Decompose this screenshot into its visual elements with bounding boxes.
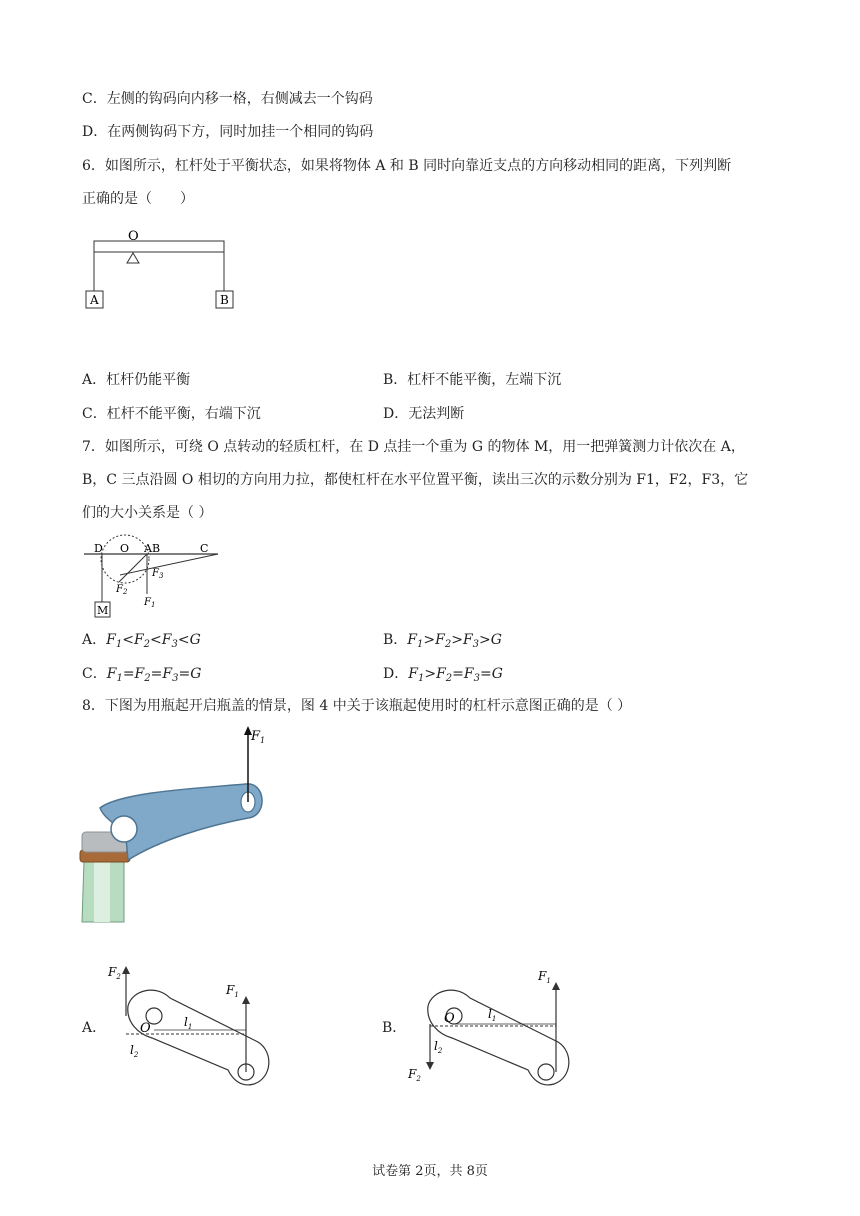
- svg-text:l2: $l_2$: [434, 1039, 443, 1055]
- q7-label-f2: $F_2$: [116, 584, 128, 596]
- svg-text:F1: $F_1$: [226, 983, 239, 999]
- svg-text:F2: $F_2$: [108, 965, 121, 981]
- q7-option-c[interactable]: C．$F_1=F_2=F_3=G$: [82, 666, 202, 684]
- page-footer: 试卷第 2页，共 8页: [372, 1164, 488, 1179]
- q7-stem-line1: 7．如图所示，可绕 O 点转动的轻质杠杆，在 D 点挂一个重为 G 的物体 M，用一把弹簧测力计依次在 A，: [82, 439, 745, 455]
- q6-option-c[interactable]: C．杠杆不能平衡，右端下沉: [82, 406, 261, 422]
- q7-label-m: M: [97, 604, 109, 617]
- q7-option-d[interactable]: D．$F_1>F_2=F_3=G$: [383, 666, 503, 684]
- q6-lever-figure: [80, 222, 240, 314]
- q5-option-c[interactable]: C．左侧的钩码向内移一格，右侧减去一个钩码: [82, 91, 373, 107]
- q6-option-d[interactable]: D．无法判断: [383, 406, 465, 422]
- q6-option-b[interactable]: B．杠杆不能平衡，左端下沉: [383, 372, 562, 388]
- svg-text:O: O: [140, 1021, 151, 1036]
- q7-label-ab: AB: [144, 542, 161, 555]
- svg-text:O: O: [444, 1011, 455, 1026]
- q8-stem: 8．下图为用瓶起开启瓶盖的情景，图 4 中关于该瓶起使用时的杠杆示意图正确的是（ ）: [82, 698, 632, 714]
- q8-option-a[interactable]: A．: [82, 1020, 107, 1036]
- photo-force-label: $F_1$: [251, 729, 266, 745]
- q6-option-a[interactable]: A．杠杆仍能平衡: [82, 372, 191, 388]
- q8-option-b[interactable]: B．: [382, 1020, 407, 1036]
- q7-option-a[interactable]: A．$F_1<F_2<F_3<G$: [82, 632, 201, 650]
- q6-pivot-label: O: [128, 229, 139, 244]
- q7-lever-figure: [84, 534, 224, 624]
- q8-option-a-diagram: [104, 960, 284, 1092]
- q7-label-d: D: [94, 542, 103, 555]
- svg-text:l2: $l_2$: [130, 1043, 139, 1059]
- q7-stem-line3: 们的大小关系是（ ）: [82, 505, 213, 521]
- q6-box-a-label: A: [90, 293, 99, 307]
- svg-text:l1: $l_1$: [184, 1015, 193, 1031]
- q7-label-f3: $F_3$: [152, 568, 164, 580]
- q8-option-b-diagram: [404, 960, 594, 1092]
- q7-label-f1: $F_1$: [144, 597, 156, 609]
- q5-option-d[interactable]: D．在两侧钩码下方，同时加挂一个相同的钩码: [82, 124, 374, 140]
- svg-text:F2: $F_2$: [408, 1067, 421, 1083]
- q7-option-b[interactable]: B．$F_1>F_2>F_3>G$: [383, 632, 502, 650]
- q6-stem-line2: 正确的是（ ）: [82, 191, 194, 207]
- svg-text:l1: $l_1$: [488, 1007, 497, 1023]
- svg-text:F1: $F_1$: [538, 969, 551, 985]
- q7-label-c: C: [200, 542, 209, 555]
- q8-bottle-opener-photo: [80, 726, 280, 926]
- q6-box-b-label: B: [220, 293, 229, 307]
- q7-stem-line2: B，C 三点沿圆 O 相切的方向用力拉，都使杠杆在水平位置平衡，读出三次的示数分别为 F1，F2，F3，它: [82, 472, 749, 488]
- q7-label-o: O: [120, 542, 130, 555]
- q6-stem-line1: 6．如图所示，杠杆处于平衡状态，如果将物体 A 和 B 同时向靠近支点的方向移动相同的距离，下列判断: [82, 158, 732, 174]
- q6-fulcrum: [127, 253, 139, 263]
